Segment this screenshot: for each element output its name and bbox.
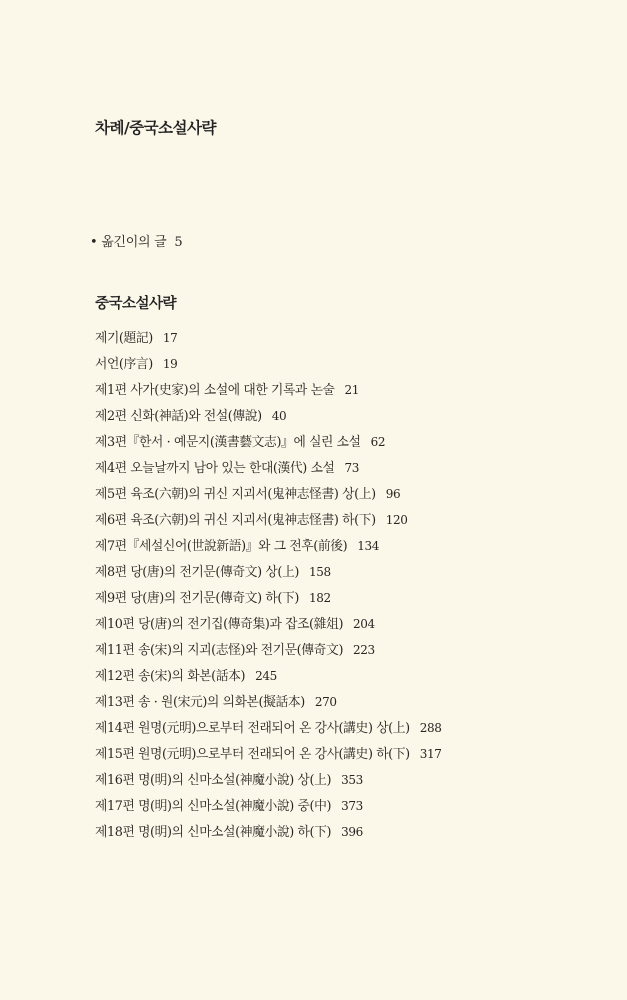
toc-entry-label: 제8편 당(唐)의 전기문(傳奇文) 상(上) xyxy=(95,565,299,580)
toc-entry-label: 제1편 사가(史家)의 소설에 대한 기록과 논술 xyxy=(95,383,335,398)
toc-page-number: 396 xyxy=(341,825,363,839)
toc-page-number: 62 xyxy=(370,435,386,449)
toc-page-number: 134 xyxy=(357,539,379,553)
toc-entry[interactable] xyxy=(95,693,441,719)
toc-entry-label: • 옮긴이의 글 xyxy=(90,235,167,250)
toc-page-number: 96 xyxy=(385,487,401,501)
toc-entry[interactable] xyxy=(95,407,441,433)
toc-entry[interactable] xyxy=(95,771,441,797)
toc-entry-label: 제9편 당(唐)의 전기문(傳奇文) 하(下) xyxy=(95,591,299,606)
toc-page-number: 182 xyxy=(308,591,331,605)
toc-page-number: 353 xyxy=(341,773,363,787)
toc-entry-label: 제11편 송(宋)의 지괴(志怪)와 전기문(傳奇文) xyxy=(95,643,344,658)
toc-page-number: 317 xyxy=(419,747,442,761)
toc-entry[interactable] xyxy=(95,823,441,849)
toc-entry[interactable] xyxy=(95,589,441,615)
toc-list xyxy=(95,329,441,849)
section-heading: 중국소설사략 xyxy=(95,296,177,312)
toc-intro-entry[interactable] xyxy=(90,231,182,250)
toc-page-number: 204 xyxy=(353,617,375,631)
toc-entry[interactable] xyxy=(95,641,441,667)
toc-entry-label: 제13편 송 · 원(宋元)의 의화본(擬話本) xyxy=(95,695,305,710)
toc-entry[interactable] xyxy=(95,667,441,693)
toc-page-number: 5 xyxy=(174,235,183,250)
toc-entry[interactable] xyxy=(95,355,441,381)
toc-entry-label: 제10편 당(唐)의 전기집(傳奇集)과 잡조(雜俎) xyxy=(95,617,344,632)
toc-entry[interactable] xyxy=(95,745,441,771)
toc-entry[interactable] xyxy=(95,615,441,641)
toc-entry-label: 제5편 육조(六朝)의 귀신 지괴서(鬼神志怪書) 상(上) xyxy=(95,487,376,502)
toc-page-number: 245 xyxy=(255,669,277,683)
toc-entry-label: 제7편『세설신어(世說新語)』와 그 전후(前後) xyxy=(95,539,348,554)
toc-page-number: 270 xyxy=(314,695,337,709)
toc-entry[interactable] xyxy=(95,381,441,407)
toc-entry-label: 제3편『한서 · 예문지(漢書藝文志)』에 실린 소설 xyxy=(95,435,361,450)
toc-page-number: 288 xyxy=(419,721,442,735)
toc-entry[interactable] xyxy=(95,329,441,355)
toc-page-number: 19 xyxy=(162,357,178,371)
toc-page-number: 73 xyxy=(344,461,359,475)
page-title: 차례/중국소설사략 xyxy=(95,119,216,137)
toc-entry-label: 제6편 육조(六朝)의 귀신 지괴서(鬼神志怪書) 하(下) xyxy=(95,513,376,528)
toc-entry-label: 서언(序言) xyxy=(95,357,153,372)
toc-entry[interactable] xyxy=(95,459,441,485)
toc-page-number: 158 xyxy=(308,565,331,579)
toc-page-number: 120 xyxy=(385,513,408,527)
toc-entry-label: 제기(題記) xyxy=(95,331,153,346)
toc-entry[interactable] xyxy=(95,511,441,537)
toc-entry-label: 제16편 명(明)의 신마소설(神魔小說) 상(上) xyxy=(95,773,332,788)
toc-entry[interactable] xyxy=(95,485,441,511)
toc-page-number: 40 xyxy=(271,409,287,423)
toc-entry-label: 제17편 명(明)의 신마소설(神魔小說) 중(中) xyxy=(95,799,332,814)
toc-page-number: 17 xyxy=(162,331,178,345)
toc-page-number: 21 xyxy=(344,383,359,397)
toc-entry[interactable] xyxy=(95,537,441,563)
toc-entry[interactable] xyxy=(95,719,441,745)
toc-entry-label: 제18편 명(明)의 신마소설(神魔小說) 하(下) xyxy=(95,825,332,840)
toc-entry-label: 제14편 원명(元明)으로부터 전래되어 온 강사(講史) 상(上) xyxy=(95,721,410,736)
toc-entry-label: 제15편 원명(元明)으로부터 전래되어 온 강사(講史) 하(下) xyxy=(95,747,410,762)
toc-page-number: 223 xyxy=(353,643,375,657)
toc-entry[interactable] xyxy=(95,433,441,459)
toc-entry-label: 제12편 송(宋)의 화본(話本) xyxy=(95,669,246,684)
toc-entry[interactable] xyxy=(95,797,441,823)
toc-page-number: 373 xyxy=(341,799,363,813)
toc-entry-label: 제4편 오늘날까지 남아 있는 한대(漢代) 소설 xyxy=(95,461,335,476)
toc-entry[interactable] xyxy=(95,563,441,589)
toc-entry-label: 제2편 신화(神話)와 전설(傳說) xyxy=(95,409,262,424)
